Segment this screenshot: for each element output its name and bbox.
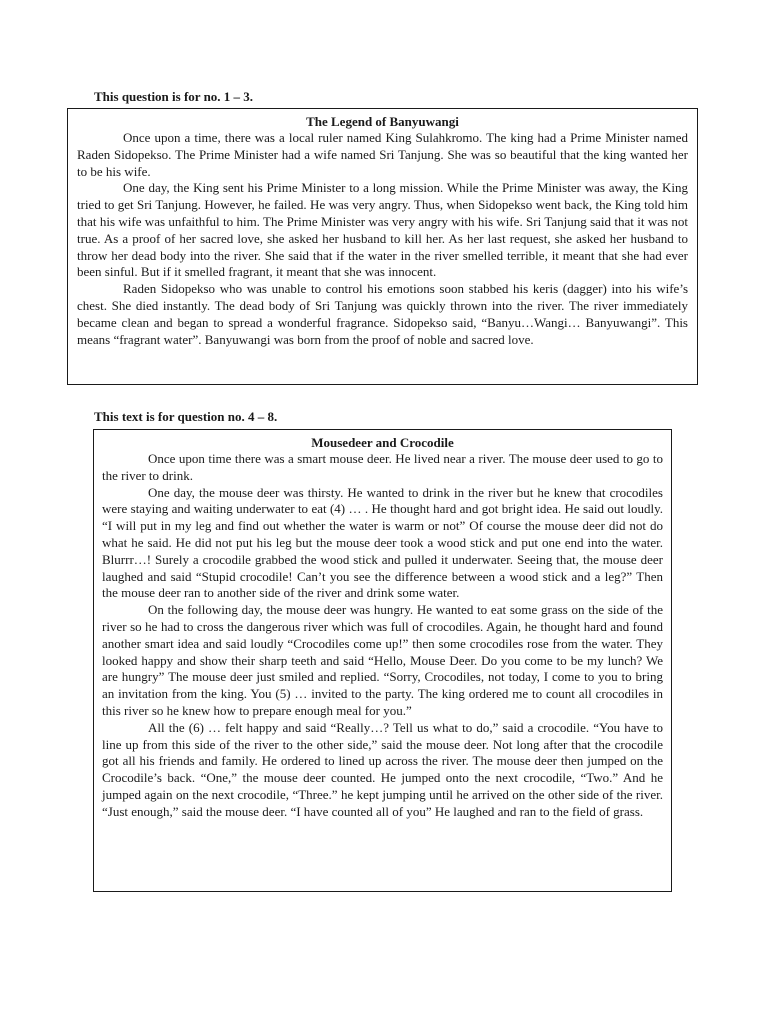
story-paragraph: One day, the King sent his Prime Minister to a long mission. While the Prime Minister was away, the King tried to get Sri Tanjung. However, he failed. He was very angry. Thus, when Sidopekso went back, the King told him that his wife was unfaithful to him. The Prime Minister was very angry with his wife. Sri Tanjung said that it was not true. As a proof of her sacred love, she asked her husband to kill her. As her last request, she asked her husband to throw her dead body into the river. She said that if the water in the river smelled terrible, it meant that she had ever been sinful. But if it smelled fragrant, it meant that she was innocent. [77, 180, 688, 280]
story-paragraph: On the following day, the mouse deer was hungry. He wanted to eat some grass on the side of the river so he had to cross the dangerous river which was full of crocodiles. Again, he thought hard and found another smart idea and said loudly “Crocodiles come up!” then some crocodiles rose from the water. They looked happy and show their sharp teeth and said “Hello, Mouse Deer. Do you come to be my lunch? We are hungry” The mouse deer just smiled and replied. “Sorry, Crocodiles, not today, I come to you to bring an invitation from the king. You (5) … invited to the party. The king ordered me to count all crocodiles in this river so he knew how to prepare enough meal for you.” [102, 602, 663, 718]
story-paragraph: One day, the mouse deer was thirsty. He wanted to drink in the river but he knew that crocodiles were staying and waiting underwater to eat (4) … . He thought hard and got bright idea. He said out loudly. “I will put in my leg and find out whether the water is warm or not” Of course the mouse deer did not do what he said. He did not put his leg but the mouse deer took a wood stick and put one end into the water. Blurrr…! Surely a crocodile grabbed the wood stick and pulled it underwater. Seeing that, the mouse deer laughed and said “Stupid crocodile! Can’t you see the difference between a wood stick and a leg?” Then the mouse deer ran to another side of the river and drink some water. [102, 484, 663, 601]
story-box-mousedeer-and-crocodile [93, 429, 672, 892]
story-paragraph: Once upon a time, there was a local ruler named King Sulahkromo. The king had a Prime Minister named Raden Sidopekso. The Prime Minister had a wife named Sri Tanjung. She was so beautiful that the king wanted her to be his wife. [77, 130, 688, 179]
story-paragraph: Raden Sidopekso who was unable to control his emotions soon stabbed his keris (dagger) into his wife’s chest. She died instantly. The dead body of Sri Tanjung was quickly thrown into the river. The river immediately became clean and began to spread a wonderful fragrance. Sidopekso said, “Banyu…Wangi… Banyuwangi”. This means “fragrant water”. Banyuwangi was born from the proof of noble and sacred love. [77, 281, 688, 347]
question-intro-4-8: This text is for question no. 4 – 8. [94, 409, 278, 424]
story-title: Mousedeer and Crocodile [311, 435, 454, 450]
question-intro-1-3: This question is for no. 1 – 3. [94, 89, 254, 104]
story-paragraph: All the (6) … felt happy and said “Really…? Tell us what to do,” said a crocodile. “You have to line up from this side of the river to the other side,” said the mouse deer. Not long after that the crocodile got all his friends and family. He ordered to lined up across the river. The mouse deer then jumped on the Crocodile’s back. “One,” the mouse deer counted. He jumped onto the next crocodile, “Two.” And he jumped again on the next crocodile, “Three.” he kept jumping until he arrived on the other side of the river. “Just enough,” said the mouse deer. “I have counted all of you” He laughed and ran to the field of grass. [102, 719, 663, 819]
story-paragraph: Once upon time there was a smart mouse deer. He lived near a river. The mouse deer used to go to the river to drink. [102, 451, 663, 483]
story-box-legend-of-banyuwangi [67, 108, 698, 385]
story-title: The Legend of Banyuwangi [306, 114, 459, 129]
